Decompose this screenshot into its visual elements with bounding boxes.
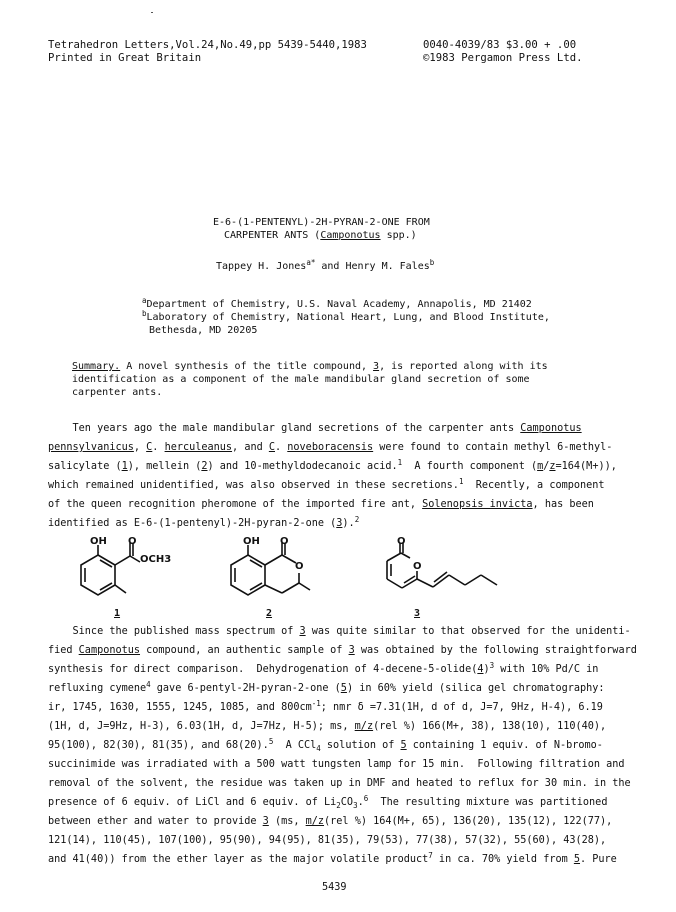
structure-3-number: 3 [414, 608, 421, 619]
affiliation-b-city: Bethesda, MD 20205 [149, 325, 258, 336]
para1-line6: identified as E-6-(1-pentenyl)-2H-pyran-2-one (3).$^2$ [48, 515, 360, 529]
para2-line3: synthesis for direct comparison. Dehydrogenation of $4-decene-5-olide(4)^3$ with 10% Pd/C in [48, 661, 599, 675]
structure-1-carbonyl-o-label: O [128, 536, 137, 547]
header-price-code: 0040-4039/83 $3.00 + .00 [423, 39, 577, 51]
para1-line1: Ten years ago the male mandibular gland secretions of the carpenter ants Camponotus [48, 423, 582, 434]
para2-line12: 121(14), 110(45), 107(100), 95(90), 94(95), 81(35), 79(53), 77(38), 57(32), 55(60), 43(28), [48, 835, 607, 846]
para2-line8: succinimide was irradiated with a 500 watt tungsten lamp for 15 min. Following filtration and [48, 759, 625, 770]
article-title-line2: CARPENTER ANTS (Camponotus spp.) [224, 230, 417, 241]
structure-1-och3-label: OCH3 [140, 554, 172, 565]
para2-line7: 95(100), 82(30), 81(35), and 68(20).$^5$ A CCl$_4$ solution of 5 containing 1 equiv. of N-bromo- [48, 737, 603, 753]
author-jones: Tappey H. Jones [216, 261, 307, 272]
structure-3-ring-o-label: O [413, 561, 422, 572]
summary-label: Summary. [72, 361, 121, 372]
affiliation-b: $^b$Laboratory of Chemistry, National Heart, Lung, and Blood Institute, [142, 309, 550, 323]
para2-line5: ir, 1745, 1630, 1555, 1245, 1085, and $800cm^{-1}$; nmr δ =7.31(1H, d of d, J=7, 9Hz, H-4), 6.19 [48, 699, 603, 713]
summary-line3: carpenter ants. [72, 387, 163, 398]
para2-line2: fied Camponotus compound, an authentic sample of 3 was obtained by the following straightforward [48, 645, 637, 656]
para1-line3: salicylate (1), mellein (2) and 10-methyldodecanoic acid.$^1$ A fourth component (m/z=164(M+)), [48, 458, 617, 472]
para2-line10: presence of 6 equiv. of LiCl and 6 equiv. of $Li_2CO_3.^6$ The resulting mixture was partitioned [48, 794, 608, 810]
structure-3-carbonyl-o-label: O [397, 536, 406, 547]
para1-line2: pennsylvanicus, C. herculeanus, and C. noveboracensis were found to contain methyl 6-methyl- [48, 442, 613, 453]
structure-2-carbonyl-o-label: O [280, 536, 289, 547]
structure-2-ring-o-label: O [295, 561, 304, 572]
scan-speck [151, 12, 153, 13]
header-printed-in: Printed in Great Britain [48, 52, 202, 64]
summary-line1: Summary. A novel synthesis of the title compound, 3, is reported along with its [72, 361, 548, 372]
para2-line13: and 41(40)) from the ether layer as the major volatile product$^7$ in ca. 70% yield from 5. Pure [48, 851, 617, 865]
para2-line11: between ether and water to provide 3 (ms, m/z(rel %) 164(M+, 65), 136(20), 135(12), 122(77), [48, 816, 613, 827]
page-number: 5439 [322, 882, 347, 893]
para2-line1: Since the published mass spectrum of 3 was quite similar to that observed for the unidenti- [48, 626, 631, 637]
header-copyright: ©1983 Pergamon Press Ltd. [423, 52, 583, 64]
header-journal-citation: Tetrahedron Letters,Vol.24,No.49,pp 5439-5440,1983 [48, 39, 367, 51]
structure-3-drawing [375, 535, 505, 605]
para1-line4: which remained unidentified, was also observed in these secretions.$^1$ Recently, a component [48, 477, 605, 491]
article-title-line1: E-6-(1-PENTENYL)-2H-PYRAN-2-ONE FROM [213, 217, 430, 228]
structure-1-drawing [68, 535, 178, 605]
structure-2-number: 2 [266, 608, 273, 619]
summary-line2: identification as a component of the male mandibular gland secretion of some [72, 374, 530, 385]
para2-line6: (1H, d, J=9Hz, H-3), 6.03(1H, d, J=7Hz, H-5); ms, m/z(rel %) 166(M+, 38), 138(10), 110(40), [48, 721, 607, 732]
para1-line5: of the queen recognition pheromone of the imported fire ant, Solenopsis invicta, has been [48, 499, 594, 510]
author-fales: and Henry M. Fales [315, 261, 430, 272]
author-line: Tappey H. Jones$^{a*}$ and Henry M. Fales$^b$ [216, 258, 435, 272]
para2-line9: removal of the solvent, the residue was taken up in DMF and heated to reflux for 30 min. in the [48, 778, 631, 789]
structure-1-oh-label: OH [90, 536, 107, 547]
affiliation-a: $^a$Department of Chemistry, U.S. Naval Academy, Annapolis, MD 21402 [142, 296, 532, 310]
structure-1-number: 1 [114, 608, 121, 619]
para2-line4: refluxing cymene$^4$ gave 6-pentyl-2H-pyran-2-one (5) in 60% yield (silica gel chromatography: [48, 680, 605, 694]
structure-2-oh-label: OH [243, 536, 260, 547]
